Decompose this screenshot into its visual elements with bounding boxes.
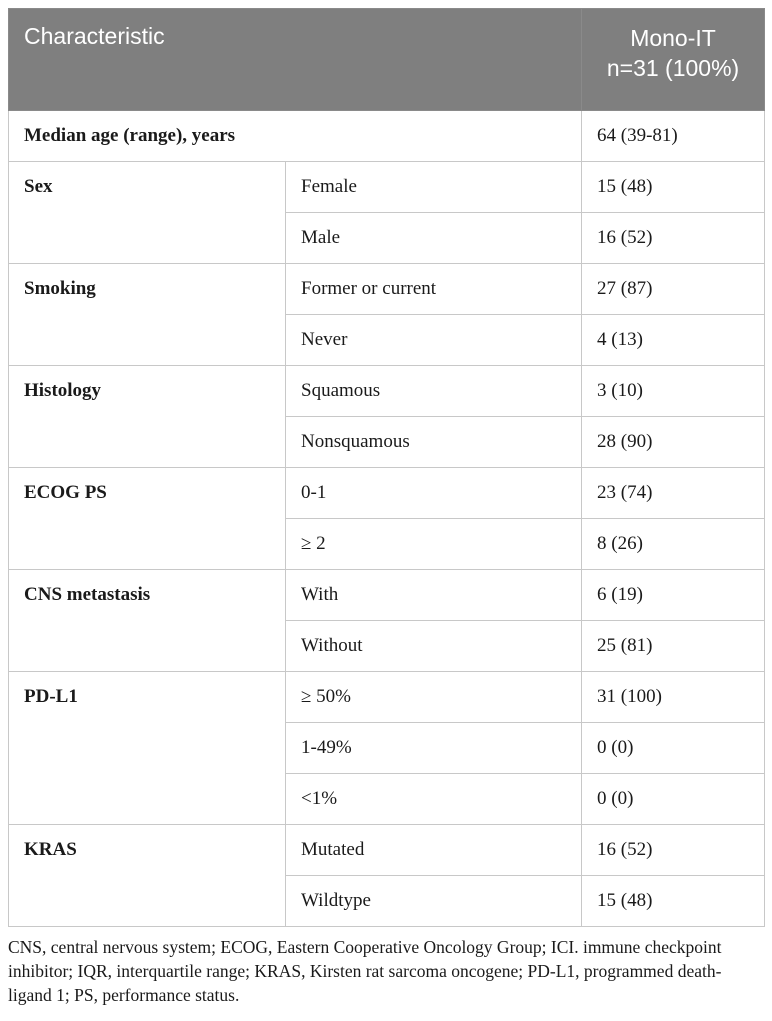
characteristics-table-container xyxy=(8,8,764,927)
row-value-median-age: 64 (39-81) xyxy=(582,111,765,162)
table-row xyxy=(9,825,765,876)
table-row xyxy=(9,366,765,417)
table-row xyxy=(9,162,765,213)
value-cell: 16 (52) xyxy=(582,213,765,264)
subcategory-cell: 1-49% xyxy=(286,723,582,774)
table-row xyxy=(9,468,765,519)
subcategory-cell: Former or current xyxy=(286,264,582,315)
table-header-row xyxy=(9,9,765,111)
subcategory-cell: 0-1 xyxy=(286,468,582,519)
value-cell: 8 (26) xyxy=(582,519,765,570)
subcategory-cell: Nonsquamous xyxy=(286,417,582,468)
table-row-median-age xyxy=(9,111,765,162)
group-label: Sex xyxy=(9,162,286,264)
table-footnote: CNS, central nervous system; ECOG, Eastern Cooperative Oncology Group; ICI. immune checkpoint inhibitor; IQR, interquartile range; KRAS, Kirsten rat sarcoma oncogene; PD-L1, programmed death-ligand 1; PS, performance status. xyxy=(8,937,722,1005)
subcategory-cell: <1% xyxy=(286,774,582,825)
subcategory-cell: Mutated xyxy=(286,825,582,876)
group-label: ECOG PS xyxy=(9,468,286,570)
subcategory-cell: ≥ 50% xyxy=(286,672,582,723)
characteristics-table xyxy=(8,8,765,927)
subcategory-cell: Male xyxy=(286,213,582,264)
table-row xyxy=(9,672,765,723)
group-label: PD-L1 xyxy=(9,672,286,825)
value-cell: 6 (19) xyxy=(582,570,765,621)
group-label: Histology xyxy=(9,366,286,468)
row-label-median-age: Median age (range), years xyxy=(9,111,582,162)
value-cell: 15 (48) xyxy=(582,876,765,927)
subcategory-cell: Wildtype xyxy=(286,876,582,927)
subcategory-cell: Squamous xyxy=(286,366,582,417)
header-mono-it xyxy=(582,9,765,111)
table-row xyxy=(9,264,765,315)
subcategory-cell: Never xyxy=(286,315,582,366)
value-cell: 23 (74) xyxy=(582,468,765,519)
subcategory-cell: With xyxy=(286,570,582,621)
group-label: KRAS xyxy=(9,825,286,927)
header-group-count: n=31 (100%) xyxy=(606,55,740,81)
value-cell: 4 (13) xyxy=(582,315,765,366)
value-cell: 16 (52) xyxy=(582,825,765,876)
group-label: Smoking xyxy=(9,264,286,366)
value-cell: 25 (81) xyxy=(582,621,765,672)
value-cell: 3 (10) xyxy=(582,366,765,417)
value-cell: 15 (48) xyxy=(582,162,765,213)
value-cell: 27 (87) xyxy=(582,264,765,315)
table-body xyxy=(9,111,765,927)
header-characteristic: Characteristic xyxy=(9,9,582,111)
value-cell: 0 (0) xyxy=(582,774,765,825)
subcategory-cell: Without xyxy=(286,621,582,672)
group-label: CNS metastasis xyxy=(9,570,286,672)
subcategory-cell: Female xyxy=(286,162,582,213)
value-cell: 31 (100) xyxy=(582,672,765,723)
value-cell: 28 (90) xyxy=(582,417,765,468)
table-row xyxy=(9,570,765,621)
header-group-name: Mono-IT xyxy=(630,25,716,51)
value-cell: 0 (0) xyxy=(582,723,765,774)
subcategory-cell: ≥ 2 xyxy=(286,519,582,570)
